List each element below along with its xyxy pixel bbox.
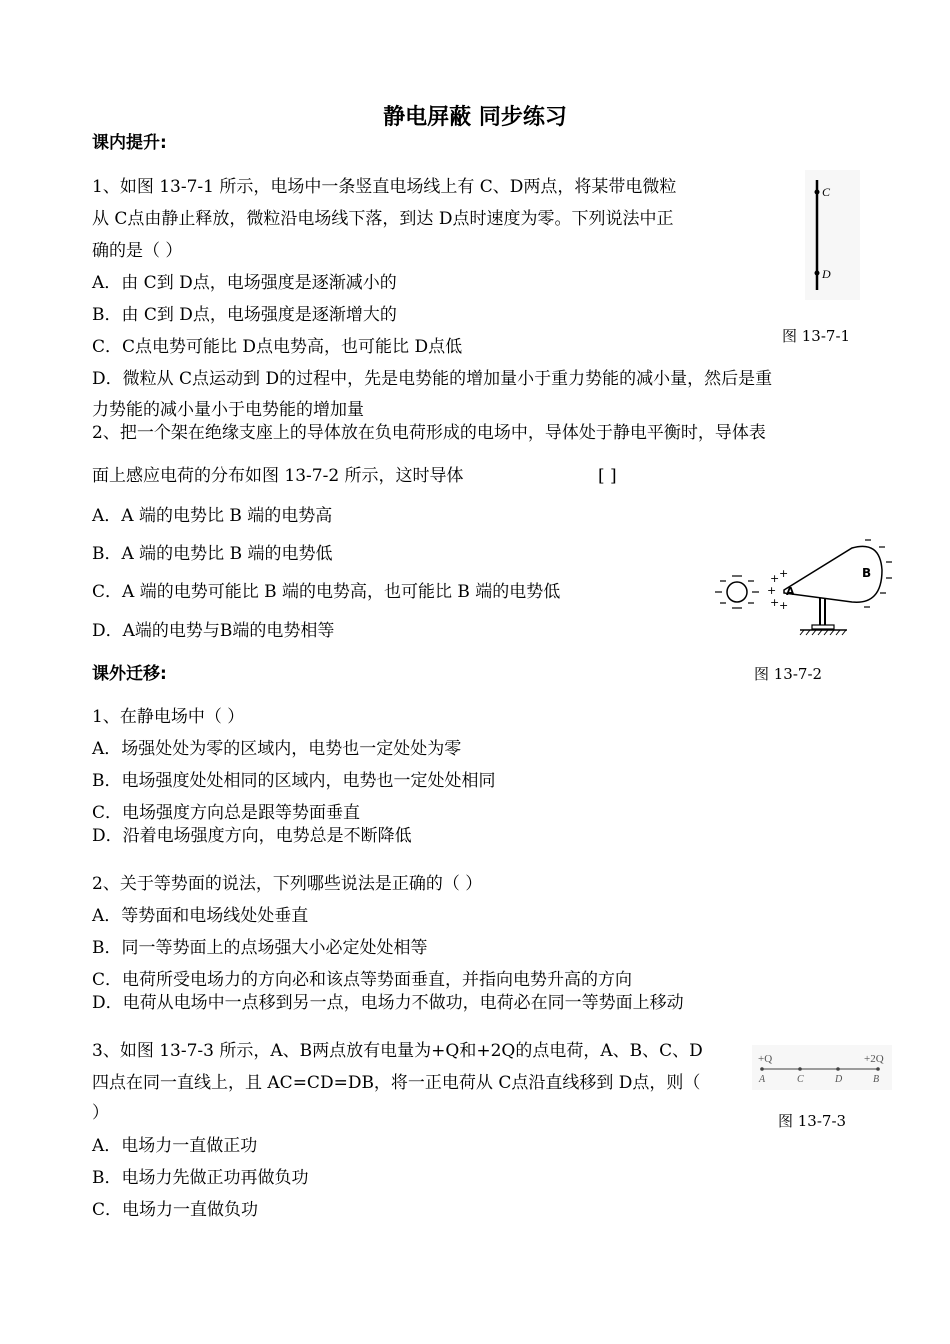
q1-option-a: A．由 C到 D点，电场强度是逐渐减小的	[92, 273, 397, 293]
svg-text:+: +	[770, 596, 780, 609]
e2-option-c: C．电荷所受电场力的方向必和该点等势面垂直，并指向电势升高的方向	[92, 970, 633, 990]
e2-option-d: D．电荷从电场中一点移到另一点，电场力不做功，电荷必在同一等势面上移动	[92, 993, 684, 1013]
figure-caption-13-7-1: 图 13-7-1	[782, 327, 851, 345]
q2-option-c: C．A 端的电势可能比 B 端的电势高，也可能比 B 端的电势低	[92, 582, 561, 602]
e2-option-a: A．等势面和电场线处处垂直	[92, 906, 309, 926]
q2-stem-line2: 面上感应电荷的分布如图 13-7-2 所示，这时导体	[92, 466, 464, 486]
section-heading-in-class: 课内提升:	[92, 133, 167, 153]
q1-option-d-line2: 力势能的减小量小于电势能的增加量	[92, 400, 364, 420]
section-heading-extension: 课外迁移:	[92, 664, 167, 684]
fig1-label-c: C	[822, 185, 831, 199]
point-d-dot	[815, 271, 820, 276]
q1-stem-line3: 确的是（ ）	[92, 241, 183, 261]
fig3-point-b: B	[873, 1074, 880, 1085]
fig2-label-a: A	[786, 585, 795, 598]
fig3-point-a: A	[759, 1074, 766, 1085]
e2-stem: 2、关于等势面的说法，下列哪些说法是正确的（ ）	[92, 874, 483, 894]
e1-option-a: A．场强处处为零的区域内，电势也一定处处为零	[92, 739, 462, 759]
fig3-point-d: D	[835, 1074, 843, 1085]
q1-stem-line1: 1、如图 13-7-1 所示，电场中一条竖直电场线上有 C、D两点，将某带电微粒	[92, 177, 677, 197]
e3-option-b: B．电场力先做正功再做负功	[92, 1168, 309, 1188]
q2-option-a: A．A 端的电势比 B 端的电势高	[92, 506, 333, 526]
e2-option-b: B．同一等势面上的点场强大小必定处处相等	[92, 938, 428, 958]
page-title: 静电屏蔽 同步练习	[383, 105, 567, 130]
q1-option-d-line1: D．微粒从 C点运动到 D的过程中，先是电势能的增加量小于重力势能的减小量，然后是重	[92, 369, 773, 389]
figure-13-7-2	[712, 535, 892, 645]
figure-caption-13-7-3: 图 13-7-3	[778, 1112, 847, 1130]
figure-caption-13-7-2: 图 13-7-2	[754, 665, 823, 683]
fig3-label-plus-2q: +2Q	[864, 1053, 884, 1065]
e3-option-a: A．电场力一直做正功	[92, 1136, 258, 1156]
e1-option-b: B．电场强度处处相同的区域内，电势也一定处处相同	[92, 771, 496, 791]
e3-option-c: C．电场力一直做负功	[92, 1200, 259, 1220]
e1-option-d: D．沿着电场强度方向，电势总是不断降低	[92, 826, 412, 846]
e1-option-c: C．电场强度方向总是跟等势面垂直	[92, 803, 361, 823]
q1-option-c: C．C点电势可能比 D点电势高，也可能比 D点低	[92, 337, 463, 357]
figure-13-7-1	[805, 170, 860, 300]
fig3-label-plus-q: +Q	[758, 1053, 773, 1065]
fig2-label-b: B	[862, 566, 872, 580]
e3-stem-line2: 四点在同一直线上，且 AC=CD=DB，将一正电荷从 C点沿直线移到 D点，则（	[92, 1073, 701, 1093]
e3-stem-line3: ）	[92, 1103, 109, 1123]
figure-13-7-3	[752, 1045, 892, 1090]
svg-text:+: +	[770, 572, 780, 585]
point-c-dot	[815, 190, 820, 195]
q2-answer-bracket: [ ]	[598, 466, 617, 486]
source-minus-signs	[715, 576, 759, 608]
negative-charge-circle	[727, 582, 747, 602]
q1-stem-line2: 从 C点由静止释放，微粒沿电场线下落，到达 D点时速度为零。下列说法中正	[92, 209, 674, 229]
fig1-label-d: D	[822, 267, 831, 281]
e1-stem: 1、在静电场中（ ）	[92, 707, 245, 727]
q1-option-b: B．由 C到 D点，电场强度是逐渐增大的	[92, 305, 397, 325]
svg-text:+: +	[779, 567, 789, 580]
q2-option-b: B．A 端的电势比 B 端的电势低	[92, 544, 333, 564]
svg-text:+: +	[767, 584, 777, 597]
q2-stem-line1: 2、把一个架在绝缘支座上的导体放在负电荷形成的电场中，导体处于静电平衡时，导体表	[92, 423, 766, 443]
fig3-point-c: C	[797, 1074, 804, 1085]
svg-text:+: +	[779, 599, 789, 612]
e3-stem-line1: 3、如图 13-7-3 所示，A、B两点放有电量为+Q和+2Q的点电荷，A、B、C、D	[92, 1041, 703, 1061]
q2-option-d: D．A端的电势与B端的电势相等	[92, 621, 335, 641]
